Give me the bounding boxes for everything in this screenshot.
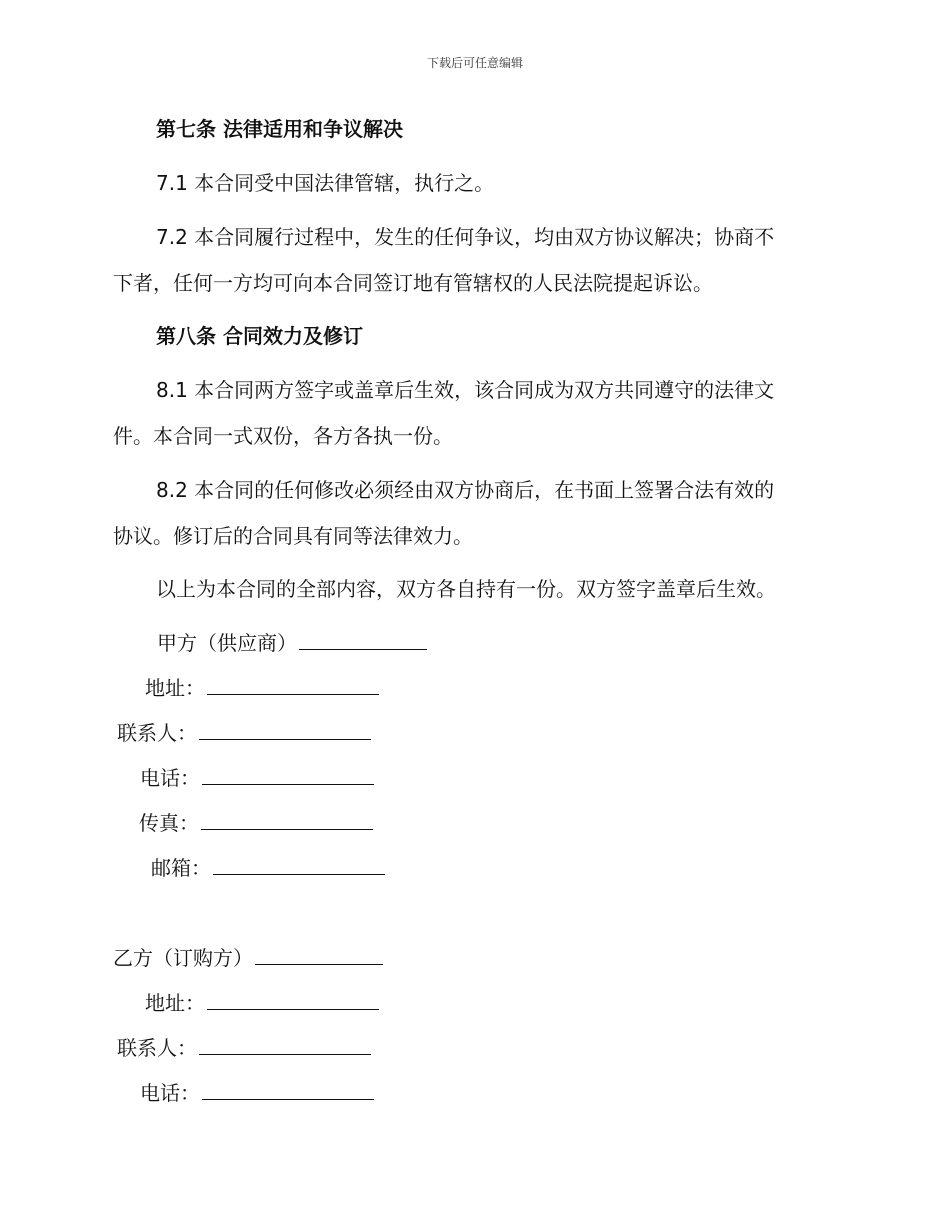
closing-statement: 以上为本合同的全部内容，双方各自持有一份。双方签字盖章后生效。: [156, 577, 776, 601]
party-a-address-label: 地址：: [145, 676, 205, 700]
party-a-phone-label: 电话：: [140, 766, 200, 790]
party-b-phone-label: 电话：: [140, 1081, 200, 1105]
party-a-fax-line[interactable]: [201, 809, 373, 830]
party-a-email-line[interactable]: [213, 854, 385, 875]
party-b-row: [113, 943, 383, 973]
party-a-phone-row: [140, 763, 374, 793]
party-a-label: 甲方（供应商）: [157, 631, 297, 655]
party-a-email-row: [151, 853, 385, 883]
article-8-title: 第八条 合同效力及修订: [156, 324, 363, 348]
party-a-address-row: [145, 673, 379, 703]
article-8-2-line1: 8.2 本合同的任何修改必须经由双方协商后，在书面上签署合法有效的: [156, 478, 775, 502]
party-a-fax-label: 传真：: [139, 811, 199, 835]
party-a-email-label: 邮箱：: [151, 856, 211, 880]
party-b-address-label: 地址：: [145, 991, 205, 1015]
party-a-address-line[interactable]: [207, 674, 379, 695]
article-7-title: 第七条 法律适用和争议解决: [156, 117, 403, 141]
page-header-note: 下载后可任意编辑: [426, 56, 523, 70]
article-7-2-line2: 下者，任何一方均可向本合同签订地有管辖权的人民法院提起诉讼。: [113, 271, 713, 295]
party-b-contact-label: 联系人：: [117, 1036, 197, 1060]
party-b-signature-line[interactable]: [255, 944, 383, 965]
party-b-contact-line[interactable]: [199, 1034, 371, 1055]
party-a-contact-line[interactable]: [199, 719, 371, 740]
article-8-2-line2: 协议。修订后的合同具有同等法律效力。: [113, 524, 473, 548]
party-b-phone-row: [140, 1078, 374, 1108]
article-7-2-line1: 7.2 本合同履行过程中，发生的任何争议，均由双方协议解决；协商不: [156, 225, 775, 249]
party-a-contact-label: 联系人：: [117, 721, 197, 745]
party-a-signature-line[interactable]: [299, 629, 427, 650]
party-b-phone-line[interactable]: [202, 1079, 374, 1100]
article-8-1-line1: 8.1 本合同两方签字或盖章后生效，该合同成为双方共同遵守的法律文: [156, 378, 775, 402]
party-b-contact-row: [117, 1033, 371, 1063]
party-b-address-row: [145, 988, 379, 1018]
party-a-contact-row: [117, 718, 371, 748]
party-b-label: 乙方（订购方）: [113, 946, 253, 970]
party-a-phone-line[interactable]: [202, 764, 374, 785]
party-a-fax-row: [139, 808, 373, 838]
article-8-1-line2: 件。本合同一式双份，各方各执一份。: [113, 424, 453, 448]
party-b-address-line[interactable]: [207, 989, 379, 1010]
article-7-1: 7.1 本合同受中国法律管辖，执行之。: [156, 171, 495, 195]
party-a-row: [157, 628, 427, 658]
